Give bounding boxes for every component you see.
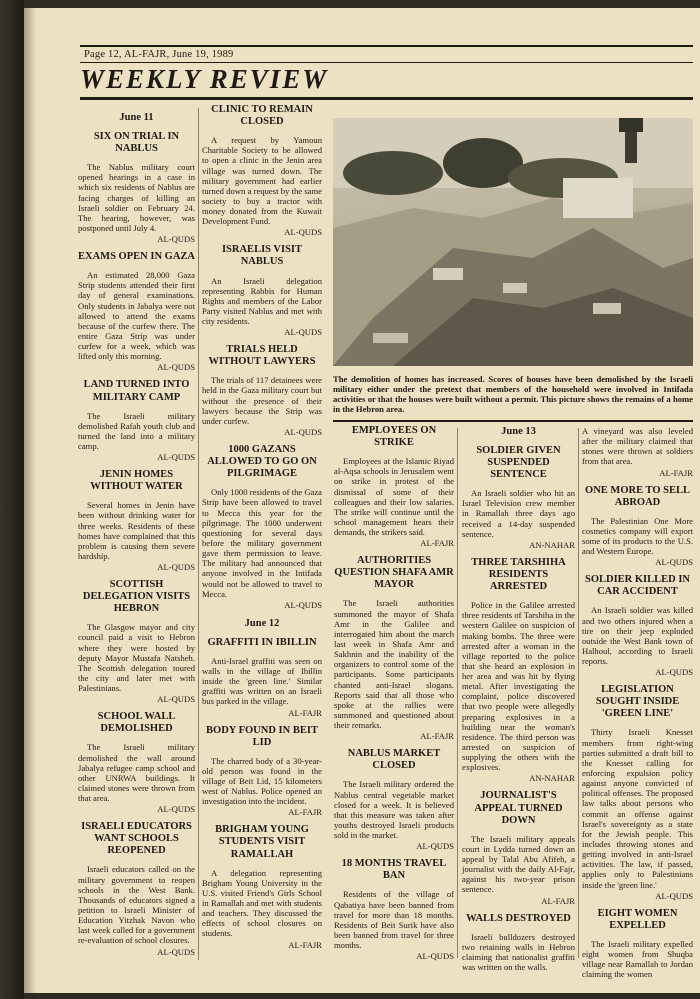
article-body: The Israeli military ordered the Nablus central vegetable market closed for a week. It is believed that this measure was taken after youths destroyed Israeli products sold in the market. [334, 779, 454, 841]
column-divider [578, 428, 579, 958]
article-body: Anti-Israel graffiti was seen on walls in the village of Ibillin inside the 'green line.' Similar graffiti was written on an Israeli bus parked in the village. [202, 655, 322, 707]
article-body: Employees at the Islamic Riyad al-Aqsa schools in Jerusalem went on strike in protest of the dismissal of some of their colleagues and their low salaries. The strike will continue until the school management hears their demands, the strikers said. [334, 456, 454, 538]
article [202, 444, 322, 610]
masthead-rule [80, 97, 693, 100]
article-source: AL-FAJR [288, 939, 322, 950]
article [78, 821, 195, 956]
article-source: AL-FAJR [659, 467, 693, 478]
article-body: Israeli educators called on the military government to reopen schools in the West Bank. Thousands of educators signed a petition to Israeli Minister of Education Yitzhak Navon who last week called for a government re-evaluation of school closures. [78, 864, 195, 946]
column-1 [78, 104, 195, 959]
article-headline: SOLDIER KILLED IN CAR ACCIDENT [584, 574, 691, 598]
article-source: AL-QUDS [157, 362, 195, 373]
date-heading: June 13 [501, 426, 536, 437]
article [78, 131, 195, 244]
article-headline: ONE MORE TO SELL ABROAD [585, 484, 690, 508]
article-source: AN-NAHAR [529, 539, 575, 550]
article-source: AL-QUDS [284, 427, 322, 438]
article [462, 557, 575, 784]
article-headline: TRIALS HELD WITHOUT LAWYERS [208, 344, 316, 368]
column-4 [462, 418, 575, 972]
photo-caption: The demolition of homes has increased. Scores of houses have been demolished by the Israeli military either under the pretext that members of the household were involved in Intifada activities or that the houses were built without a permit. This picture shows the remains of a home in the Hebron area. [333, 374, 693, 415]
article-body: Residents of the village of Qabatiya have been banned from travel for more than 18 months. Residents of Beit Surik have also been banned from travel for three months. [334, 889, 454, 951]
article-headline: SOLDIER GIVEN SUSPENDED SENTENCE [476, 445, 561, 481]
article-body: The Glasgow mayor and city council paid a visit to Hebron where they were hosted by deputy Mayor Mustafa Natsheh. The Scottish delegation toured the city and later met with Palestinians. [78, 622, 195, 694]
binding-edge [0, 0, 24, 999]
article-body: Several homes in Jenin have been without drinking water for three weeks. Residents of these homes have complained that this problem is causing them severe hardship. [78, 500, 195, 561]
article-body: Police in the Galilee arrested three residents of Tarshiha in the western Galilee on suspicion of making bombs. The three were arrested after a woman in the village reported to the police that she heard an explosion in her area and was hit by flying metal. After investigating the complaint, police discovered that two people were allegedly preparing explosives in a building near the woman's residence. The third person was arrested on suspicion of supplying the others with the explosives. [462, 600, 575, 773]
article [78, 469, 195, 572]
article-body: Israeli bulldozers destroyed two retaining walls in Hebron claiming that nationalist graffiti was written on the walls. [462, 931, 575, 972]
demolition-photo [333, 118, 693, 366]
article-body: A request by Yamoun Charitable Society to be allowed to open a clinic in the Jenin area village was turned down. The military government had earlier turned down a request by the same society to buy a tractor with money donated from the Kuwait Development Fund. [202, 135, 322, 227]
article-source: AL-QUDS [416, 951, 454, 962]
article-headline: SCOTTISH DELEGATION VISITS HEBRON [82, 579, 191, 615]
article-body: A vineyard was also leveled after the military claimed that stones were thrown at soldiers from that area. [582, 426, 693, 467]
article-headline: JENIN HOMES WITHOUT WATER [90, 469, 183, 493]
article-body: The trials of 117 detainees were held in the Gaza military court but without the presence of their lawyers because the Strip was under curfew. [202, 375, 322, 426]
article-headline: SIX ON TRIAL IN NABLUS [93, 131, 180, 155]
article-headline: ISRAELIS VISIT NABLUS [221, 244, 303, 268]
article [582, 908, 693, 980]
article-body: An Israeli soldier was killed and two others injured when a tire on their jeep exploded outside the West Bank town of Halhoul, according to Israeli reports. [582, 605, 693, 667]
article-source: AL-QUDS [157, 694, 195, 705]
article [202, 824, 322, 949]
article [202, 725, 322, 818]
article-body: Thirty Israeli Knesset members from right-wing parties submitted a draft bill to the Knesset calling for enforcing expulsion policy against anyone convicted of political offenses. The proposed law talks about persons who commit an offense against Israel's sovereignty as a state for the Jewish people. This includes throwing stones and getting involved in anti-Israel activities. The law, if passed, applies only to Palestinians inside the 'green line.' [582, 727, 693, 890]
article-source: AL-QUDS [157, 946, 195, 957]
article-source: AL-QUDS [284, 599, 322, 610]
article-source: AL-FAJR [541, 895, 575, 906]
article-source: AL-FAJR [420, 731, 454, 742]
article-source: AL-QUDS [157, 452, 195, 463]
top-rule [80, 45, 693, 47]
article [334, 555, 454, 741]
article [334, 858, 454, 961]
article-headline: SCHOOL WALL DEMOLISHED [97, 711, 176, 735]
article [582, 684, 693, 900]
column-divider [198, 108, 199, 960]
article-headline: LEGISLATION SOUGHT INSIDE 'GREEN LINE' [595, 684, 680, 720]
article [462, 790, 575, 905]
article-headline: THREE TARSHIHA RESIDENTS ARRESTED [471, 556, 566, 593]
article-headline: CLINIC TO REMAIN CLOSED [211, 104, 313, 128]
date-heading: June 12 [244, 617, 280, 629]
article-body: The Israeli military appeals court in Lydda turned down an appeal by Talal Abu Afifeh, a journalist with the daily Al-Fajr, against his two-year prison sentence. [462, 833, 575, 895]
article-body: The Israeli military expelled eight women from Shuqba village near Ramallah to Jordan claiming the women [582, 938, 693, 980]
article [582, 485, 693, 568]
article [202, 104, 322, 237]
article-headline: NABLUS MARKET CLOSED [347, 748, 441, 772]
article-body: Only 1000 residents of the Gaza Strip have been allowed to travel to Mecca this year for the pilgrimage. The 1000 underwent questioning for several days before the military government gave them permission to leave. The military had announced that anyone involved in the Intifada would not be allowed to travel to Mecca. [202, 487, 322, 599]
article-headline: LAND TURNED INTO MILITARY CAMP [83, 379, 190, 403]
article-headline: JOURNALIST'S APPEAL TURNED DOWN [474, 790, 563, 826]
article-source: AL-FAJR [420, 538, 454, 549]
article-source: AN-NAHAR [529, 773, 575, 784]
page-folio: Page 12, AL-FAJR, June 19, 1989 [84, 49, 234, 60]
article [334, 425, 454, 548]
article-body: An Israeli soldier who hit an Israel Television crew member in Ramallah three days ago received a 14-day suspended sentence. [462, 488, 575, 539]
article-headline: EXAMS OPEN IN GAZA [78, 251, 195, 263]
article [582, 574, 693, 677]
article-body: An estimated 28,000 Gaza Strip students attended their first day of general examinations. Only students in Jabalya were not allowed to attend the exams because of the curfew there. The entire Gaza Strip was under curfew for a week, which was lifted only this morning. [78, 270, 195, 362]
article-source: AL-QUDS [416, 841, 454, 852]
article-continuation [582, 426, 693, 478]
article-source: AL-QUDS [157, 804, 195, 815]
article-source: AL-QUDS [655, 667, 693, 678]
article-body: An Israeli delegation representing Rabbis for Human Rights and members of the Labor Party visited Nablus and met with city residents. [202, 275, 322, 327]
column-2 [202, 104, 322, 959]
column-5 [582, 426, 693, 980]
article [78, 379, 195, 462]
article [202, 344, 322, 437]
article [78, 251, 195, 372]
column-divider [457, 428, 458, 958]
article [462, 913, 575, 973]
article-body: The charred body of a 30-year-old person was found in the village of Beit Lid, 15 kilometers west of Nablus. Police opened an investigation into the incident. [202, 755, 322, 807]
page-shadow [24, 8, 36, 993]
article-headline: 18 MONTHS TRAVEL BAN [341, 858, 447, 882]
article-headline: BODY FOUND IN BEIT LID [206, 724, 318, 748]
article [202, 637, 322, 718]
article-source: AL-QUDS [284, 227, 322, 238]
article-source: AL-FAJR [288, 707, 322, 718]
article-headline: BRIGHAM YOUNG STUDENTS VISIT RAMALLAH [215, 824, 309, 860]
demolition-photo-image [333, 118, 693, 366]
article-body: The Palestinian One More cosmetics company will export some of its products to the U.S. and Western Europe. [582, 515, 693, 557]
article-headline: EMPLOYEES ON STRIKE [351, 425, 437, 449]
article-source: AL-QUDS [157, 234, 195, 245]
article-source: AL-QUDS [284, 327, 322, 338]
article-source: AL-QUDS [655, 890, 693, 901]
article [202, 244, 322, 337]
article-headline: WALLS DESTROYED [466, 912, 571, 924]
article [78, 579, 195, 704]
column-3 [334, 425, 454, 962]
article-body: The Israeli military demolished the wall around Jabalya refugee camp school and other UNRWA buildings. It claimed stones were thrown from that area. [78, 742, 195, 804]
article [78, 711, 195, 814]
article-body: The Israeli authorities summoned the mayor of Shafa Amr in the Galilee and interrogated him about the march last week in Shafa Amr and Sakhnin and the inability of the organizers to control some of the participants. Some participants chanted anti-Israel slogans. Reports said that all those who spoke at the rallies were summoned and questioned about their remarks. [334, 598, 454, 731]
article-body: The Nablus military court opened hearings in a case in which six residents of Nablus are facing charges of killing an Israeli soldier on February 24. The hearing, however, was postponed until July 4. [78, 162, 195, 233]
article-body: A delegation representing Brigham Young University in the U.S. visited Friend's Girls School in Ramallah and met with students and teachers. They discussed the effects of school closures on students. [202, 867, 322, 939]
article-source: AL-QUDS [157, 562, 195, 573]
article-source: AL-FAJR [288, 807, 322, 818]
article-headline: 1000 GAZANS ALLOWED TO GO ON PILGRIMAGE [207, 444, 317, 480]
article-headline: AUTHORITIES QUESTION SHAFA AMR MAYOR [334, 555, 454, 591]
article-headline: GRAFFITI IN IBILLIN [207, 636, 317, 648]
section-title: WEEKLY REVIEW [80, 64, 329, 94]
article-body: The Israeli military demolished Rafah youth club and turned the land into a military camp. [78, 410, 195, 451]
folio-rule [80, 62, 693, 63]
date-heading: June 11 [119, 112, 154, 123]
article [462, 445, 575, 550]
article [334, 748, 454, 851]
article-headline: EIGHT WOMEN EXPELLED [597, 907, 678, 931]
article-source: AL-QUDS [655, 557, 693, 568]
article-headline: ISRAELI EDUCATORS WANT SCHOOLS REOPENED [81, 821, 192, 857]
